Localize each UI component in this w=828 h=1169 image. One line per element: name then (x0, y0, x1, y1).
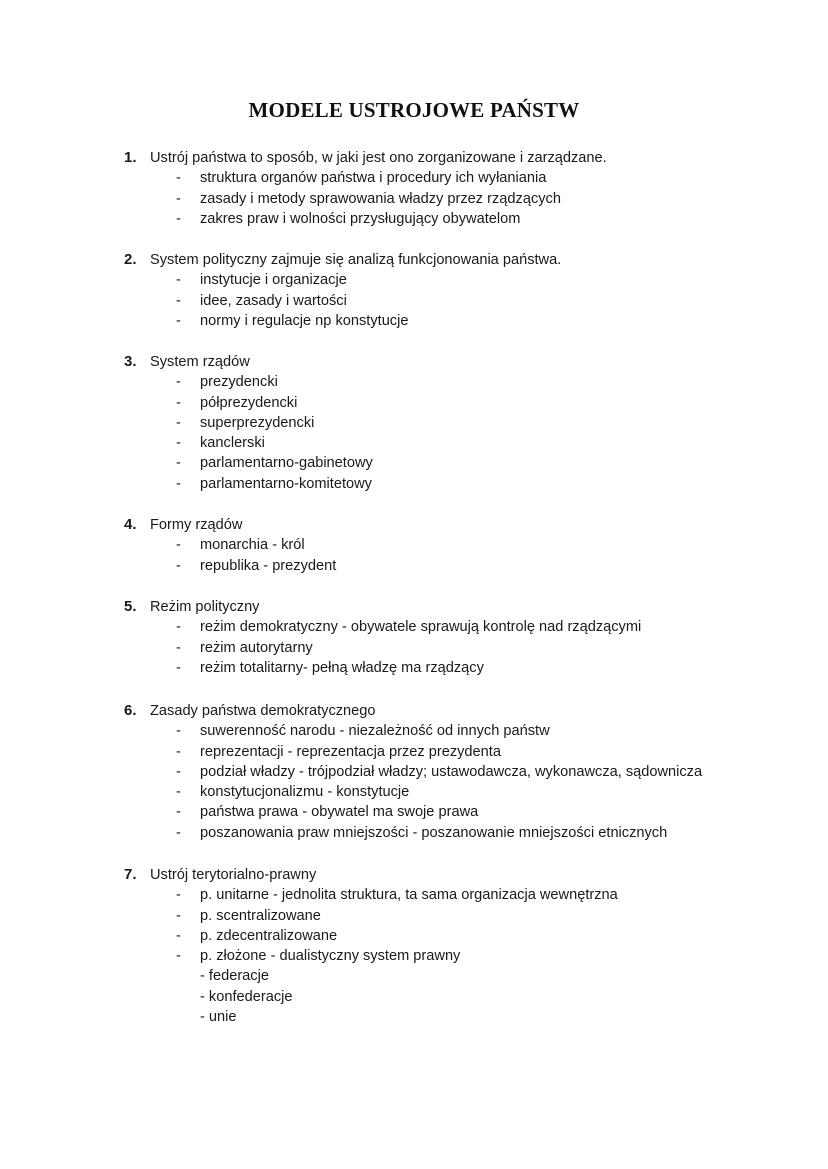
list-item-text: p. złożone - dualistyczny system prawny (200, 948, 461, 965)
list-item (0, 782, 828, 802)
list-item (0, 189, 828, 209)
list-item-text: instytucje i organizacje (200, 272, 347, 289)
sub-list-item (0, 1007, 828, 1027)
list-item-text: idee, zasady i wartości (200, 292, 347, 309)
list-item-text: p. zdecentralizowane (200, 927, 338, 944)
dash-bullet-icon: - (176, 639, 181, 656)
dash-bullet-icon: - (176, 537, 181, 554)
list-item (0, 556, 828, 576)
sub-list-item (0, 987, 828, 1007)
list-item-text: półprezydencki (200, 394, 298, 411)
sub-list-item-text: - federacje (200, 968, 269, 985)
list-item (0, 926, 828, 946)
list-item-text: reżim demokratyczny - obywatele sprawują kontrolę nad rządzącymi (200, 619, 642, 636)
section-heading-text: Ustrój państwa to sposób, w jaki jest ono zorganizowane i zarządzane. (150, 150, 607, 166)
dash-bullet-icon: - (176, 414, 181, 431)
list-item (0, 638, 828, 658)
list-item (0, 802, 828, 822)
list-item (0, 762, 828, 782)
dash-bullet-icon: - (176, 272, 181, 289)
section-heading (0, 597, 828, 617)
list-item-text: superprezydencki (200, 414, 315, 431)
list-item (0, 658, 828, 678)
dash-bullet-icon: - (176, 723, 181, 740)
section-number: 1. (124, 149, 137, 166)
list-item (0, 946, 828, 966)
dash-bullet-icon: - (176, 948, 181, 965)
list-item-text: p. scentralizowane (200, 907, 321, 924)
section-number: 2. (124, 251, 137, 268)
section-heading-text: Ustrój terytorialno-prawny (150, 867, 317, 883)
dash-bullet-icon: - (176, 557, 181, 574)
dash-bullet-icon: - (176, 743, 181, 760)
list-item-text: konstytucjonalizmu - konstytucje (200, 784, 410, 801)
section-number: 5. (124, 598, 137, 615)
section-number: 4. (124, 516, 137, 533)
list-item (0, 823, 828, 843)
dash-bullet-icon: - (176, 455, 181, 472)
list-item-text: suwerenność narodu - niezależność od innych państw (200, 723, 550, 740)
list-item-text: zasady i metody sprawowania władzy przez rządzących (200, 190, 561, 207)
section-heading (0, 352, 828, 372)
dash-bullet-icon: - (176, 374, 181, 391)
sub-list-item-text: - konfederacje (200, 988, 293, 1005)
list-item-text: parlamentarno-gabinetowy (200, 455, 373, 472)
list-item (0, 885, 828, 905)
list-item (0, 168, 828, 188)
section-5 (0, 597, 828, 678)
section-heading (0, 701, 828, 721)
section-4 (0, 515, 828, 576)
dash-bullet-icon: - (176, 927, 181, 944)
sub-list-item-text: - unie (200, 1009, 237, 1026)
section-number: 7. (124, 866, 137, 883)
section-heading (0, 250, 828, 270)
list-item (0, 742, 828, 762)
dash-bullet-icon: - (176, 619, 181, 636)
list-item (0, 906, 828, 926)
list-item-text: normy i regulacje np konstytucje (200, 312, 409, 329)
dash-bullet-icon: - (176, 659, 181, 676)
list-item (0, 474, 828, 494)
dash-bullet-icon: - (176, 394, 181, 411)
section-heading-text: Zasady państwa demokratycznego (150, 703, 376, 719)
section-heading-text: Reżim polityczny (150, 599, 260, 615)
list-item-text: kanclerski (200, 435, 265, 452)
dash-bullet-icon: - (176, 170, 181, 187)
dash-bullet-icon: - (176, 784, 181, 801)
section-heading-text: System rządów (150, 354, 250, 370)
section-7 (0, 865, 828, 1027)
list-item (0, 535, 828, 555)
dash-bullet-icon: - (176, 824, 181, 841)
section-6 (0, 701, 828, 843)
list-item-text: reżim autorytarny (200, 639, 313, 656)
section-heading (0, 148, 828, 168)
dash-bullet-icon: - (176, 292, 181, 309)
dash-bullet-icon: - (176, 435, 181, 452)
list-item-text: reprezentacji - reprezentacja przez prezydenta (200, 743, 501, 760)
list-item (0, 291, 828, 311)
section-1 (0, 148, 828, 229)
list-item (0, 270, 828, 290)
section-2 (0, 250, 828, 331)
section-number: 6. (124, 702, 137, 719)
list-item-text: parlamentarno-komitetowy (200, 475, 372, 492)
sub-list-item (0, 966, 828, 986)
list-item (0, 721, 828, 741)
dash-bullet-icon: - (176, 887, 181, 904)
list-item-text: podział władzy - trójpodział władzy; ustawodawcza, wykonawcza, sądownicza (200, 763, 703, 780)
section-heading (0, 515, 828, 535)
list-item (0, 209, 828, 229)
list-item (0, 617, 828, 637)
list-item-text: monarchia - król (200, 537, 305, 554)
dash-bullet-icon: - (176, 475, 181, 492)
list-item (0, 453, 828, 473)
list-item (0, 413, 828, 433)
list-item-text: reżim totalitarny- pełną władzę ma rządzący (200, 659, 484, 676)
list-item-text: zakres praw i wolności przysługujący obywatelom (200, 210, 521, 227)
section-number: 3. (124, 353, 137, 370)
dash-bullet-icon: - (176, 312, 181, 329)
list-item-text: państwa prawa - obywatel ma swoje prawa (200, 804, 479, 821)
dash-bullet-icon: - (176, 763, 181, 780)
list-item-text: republika - prezydent (200, 557, 337, 574)
dash-bullet-icon: - (176, 907, 181, 924)
section-heading-text: Formy rządów (150, 517, 243, 533)
list-item (0, 372, 828, 392)
list-item (0, 393, 828, 413)
section-3 (0, 352, 828, 494)
list-item (0, 433, 828, 453)
dash-bullet-icon: - (176, 190, 181, 207)
section-heading-text: System polityczny zajmuje się analizą funkcjonowania państwa. (150, 252, 562, 268)
dash-bullet-icon: - (176, 210, 181, 227)
list-item-text: prezydencki (200, 374, 278, 391)
section-heading (0, 865, 828, 885)
list-item-text: struktura organów państwa i procedury ich wyłaniania (200, 170, 547, 187)
list-item-text: p. unitarne - jednolita struktura, ta sama organizacja wewnętrzna (200, 887, 618, 904)
list-item (0, 311, 828, 331)
dash-bullet-icon: - (176, 804, 181, 821)
list-item-text: poszanowania praw mniejszości - poszanowanie mniejszości etnicznych (200, 824, 668, 841)
document-title: MODELE USTROJOWE PAŃSTW (248, 98, 580, 122)
